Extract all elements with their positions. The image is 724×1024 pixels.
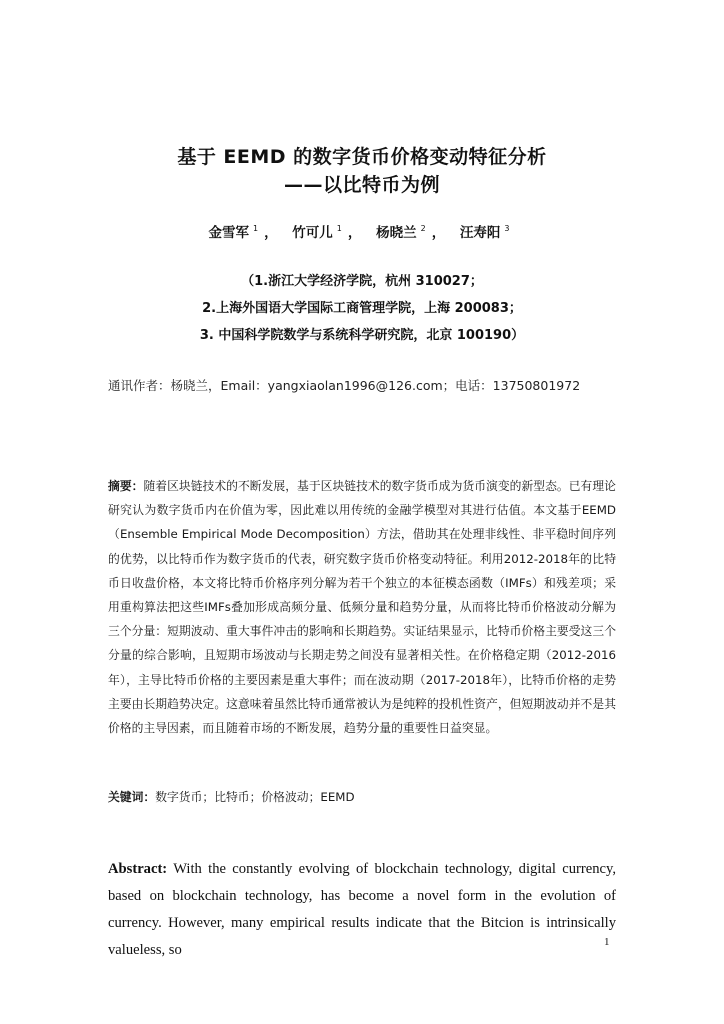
abstract-en xyxy=(108,856,616,964)
abstract-cn-label: 摘要： xyxy=(108,479,144,493)
author-affil-mark: 1 xyxy=(253,224,259,233)
author-affil-mark: 2 xyxy=(420,224,426,233)
affiliation-3: 3. 中国科学院数学与系统科学研究院，北京 100190） xyxy=(199,328,525,343)
abstract-cn xyxy=(108,474,616,740)
paper-title: 基于 EEMD 的数字货币价格变动特征分析 xyxy=(177,146,547,168)
keywords-text: 数字货币；比特币；价格波动；EEMD xyxy=(155,790,355,804)
author-name: 汪寿阳 xyxy=(459,225,501,241)
corresponding-author: 通讯作者：杨晓兰，Email：yangxiaolan1996@126.com；电话：13750801972 xyxy=(108,378,581,393)
abstract-cn-text: 随着区块链技术的不断发展，基于区块链技术的数字货币成为货币演变的新型态。已有理论研究认为数字货币内在价值为零，因此难以用传统的金融学模型对其进行估值。本文基于EEMD（Ensemble Empirical Mode Decomposition）方法，借助其在处理非线性、非平稳时间序列的优势，以比特币作为数字货币的代表，研究数字货币价格变动特征。利用2012-2018年的比特币日收盘价格，本文将比特币价格序列分解为若干个独立的本征模态函数（IMFs）和残差项；采用重构算法把这些IMFs叠加形成高频分量、低频分量和趋势分量，从而将比特币价格波动分解为三个分量：短期波动、重大事件冲击的影响和长期趋势。实证结果显示，比特币价格主要受这三个分量的综合影响，且短期市场波动与长期走势之间没有显著相关性。在价格稳定期（2012-2016年），主导比特币价格的主要因素是重大事件；而在波动期（2017-2018年），比特币价格的走势主要由长期趋势决定。这意味着虽然比特币通常被认为是纯粹的投机性资产，但短期波动并不是其价格的主导因素，而且随着市场的不断发展，趋势分量的重要性日益突显。 xyxy=(108,479,616,736)
author-name: 竹可儿 xyxy=(292,225,333,241)
abstract-en-label: Abstract: xyxy=(108,861,168,877)
author-name: 杨晓兰 xyxy=(376,225,417,241)
author-affil-mark: 1 xyxy=(336,224,342,233)
author-affil-mark: 3 xyxy=(504,224,510,233)
author-separator: ， xyxy=(431,225,446,241)
keywords-label: 关键词： xyxy=(108,790,156,804)
author-list xyxy=(0,221,724,241)
page-number: 1 xyxy=(604,936,610,948)
abstract-en-text: With the constantly evolving of blockchain technology, digital currency, based on blockchain technology, has become a novel form in the evolution of currency. However, many empirical results indicate that the Bitcion is intrinsically valueless, so xyxy=(108,861,616,958)
author-name: 金雪军 xyxy=(208,225,249,241)
keywords xyxy=(108,788,616,805)
author-separator: ， xyxy=(347,225,362,241)
affiliation-2: 2.上海外国语大学国际工商管理学院，上海 200083； xyxy=(202,301,522,316)
paper-subtitle: ——以比特币为例 xyxy=(283,174,440,196)
author-separator: ， xyxy=(264,225,278,241)
affiliation-1: （1.浙江大学经济学院，杭州 310027； xyxy=(241,274,483,289)
